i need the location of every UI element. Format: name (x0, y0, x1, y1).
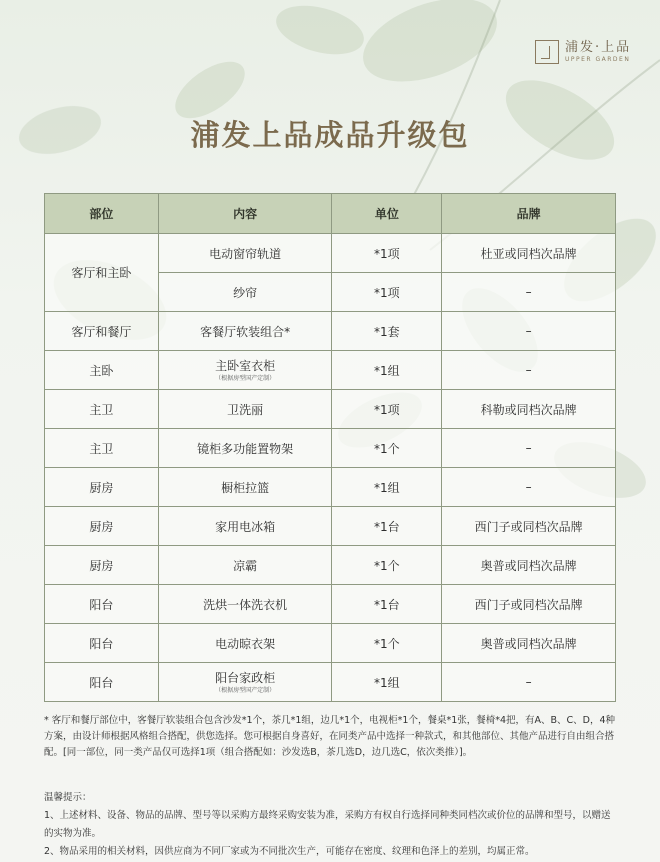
cell-unit: *1组 (332, 351, 442, 390)
cell-area: 阳台 (45, 624, 159, 663)
cell-brand: – (442, 312, 616, 351)
cell-unit: *1组 (332, 663, 442, 702)
cell-unit: *1项 (332, 390, 442, 429)
cell-brand: 西门子或同档次品牌 (442, 507, 616, 546)
cell-brand: – (442, 429, 616, 468)
cell-brand: 西门子或同档次品牌 (442, 585, 616, 624)
header-brand: 品牌 (442, 194, 616, 234)
cell-brand: 奥普或同档次品牌 (442, 546, 616, 585)
cell-content: 镜柜多功能置物架 (158, 429, 332, 468)
cell-unit: *1组 (332, 468, 442, 507)
cell-brand: 杜亚或同档次品牌 (442, 234, 616, 273)
cell-content: 纱帘 (158, 273, 332, 312)
cell-content-note: （根据房型国产定制） (215, 687, 276, 694)
cell-content (158, 663, 332, 702)
cell-area: 主卧 (45, 351, 159, 390)
cell-unit: *1台 (332, 507, 442, 546)
cell-unit: *1个 (332, 546, 442, 585)
cell-content-text: 主卧室衣柜 (215, 359, 276, 373)
header-area: 部位 (45, 194, 159, 234)
cell-brand: – (442, 663, 616, 702)
header-unit: 单位 (332, 194, 442, 234)
upgrade-package-table (44, 193, 616, 702)
page-title: 浦发上品成品升级包 (190, 118, 470, 152)
table-row (45, 507, 616, 546)
cell-content: 家用电冰箱 (158, 507, 332, 546)
brand-name-cn: 浦发·上品 (565, 39, 632, 55)
table-row (45, 312, 616, 351)
cell-area: 厨房 (45, 546, 159, 585)
table-row (45, 585, 616, 624)
cell-unit: *1台 (332, 585, 442, 624)
cell-brand: – (442, 351, 616, 390)
cell-content: 橱柜拉篮 (158, 468, 332, 507)
cell-content (158, 351, 332, 390)
table-footnote: * 客厅和餐厅部位中，客餐厅软装组合包含沙发*1个，茶几*1组，边几*1个，电视柜*1个，餐桌*1张，餐椅*4把，有A、B、C、D，4种方案，由设计师根据风格组合搭配，供您选择。您可根据自身喜好，在同类产品中选择一种款式，和其他部位、其他产品进行自由组合搭配。[同一部位，同一类产品仅可选择1项（组合搭配如：沙发选B，茶几选D，边几选C，依次类推）]。 (44, 715, 616, 758)
table-row (45, 468, 616, 507)
cell-brand: – (442, 468, 616, 507)
cell-content: 客餐厅软装组合* (158, 312, 332, 351)
tips-item: 2、物品采用的相关材料，因供应商为不同厂家或为不同批次生产，可能存在密度、纹理和色泽上的差别，均属正常。 (44, 846, 535, 857)
cell-area: 客厅和主卧 (45, 234, 159, 312)
tips-heading: 温馨提示： (44, 792, 92, 803)
cell-area: 主卫 (45, 390, 159, 429)
cell-area: 厨房 (45, 507, 159, 546)
cell-unit: *1个 (332, 429, 442, 468)
cell-unit: *1项 (332, 234, 442, 273)
cell-brand: 奥普或同档次品牌 (442, 624, 616, 663)
table-row (45, 390, 616, 429)
cell-area: 阳台 (45, 585, 159, 624)
cell-content-text: 阳台家政柜 (215, 671, 276, 685)
cell-brand: – (442, 273, 616, 312)
cell-content: 电动窗帘轨道 (158, 234, 332, 273)
cell-unit: *1个 (332, 624, 442, 663)
header-content: 内容 (158, 194, 332, 234)
table-row (45, 624, 616, 663)
tips-item: 1、上述材料、设备、物品的品牌、型号等以采购方最终采购安装为准，采购方有权自行选择同种类同档次或价位的品牌和型号，以赠送的实物为准。 (44, 810, 611, 839)
cell-content: 电动晾衣架 (158, 624, 332, 663)
table-row (45, 429, 616, 468)
cell-unit: *1项 (332, 273, 442, 312)
cell-content: 洗烘一体洗衣机 (158, 585, 332, 624)
table-row (45, 663, 616, 702)
cell-area: 客厅和餐厅 (45, 312, 159, 351)
cell-content: 卫洗丽 (158, 390, 332, 429)
table-header-row (45, 194, 616, 234)
cell-brand: 科勒或同档次品牌 (442, 390, 616, 429)
table-row (45, 546, 616, 585)
table-row (45, 234, 616, 273)
cell-area: 厨房 (45, 468, 159, 507)
cell-area: 主卫 (45, 429, 159, 468)
tips-section (44, 789, 620, 861)
brand-logo (535, 40, 631, 64)
cell-area: 阳台 (45, 663, 159, 702)
cell-unit: *1套 (332, 312, 442, 351)
brand-mark-icon (535, 40, 559, 64)
cell-content-note: （根据房型国产定制） (215, 375, 276, 382)
table-row (45, 351, 616, 390)
brand-name-en: UPPER GARDEN (565, 55, 631, 63)
cell-content: 凉霸 (158, 546, 332, 585)
